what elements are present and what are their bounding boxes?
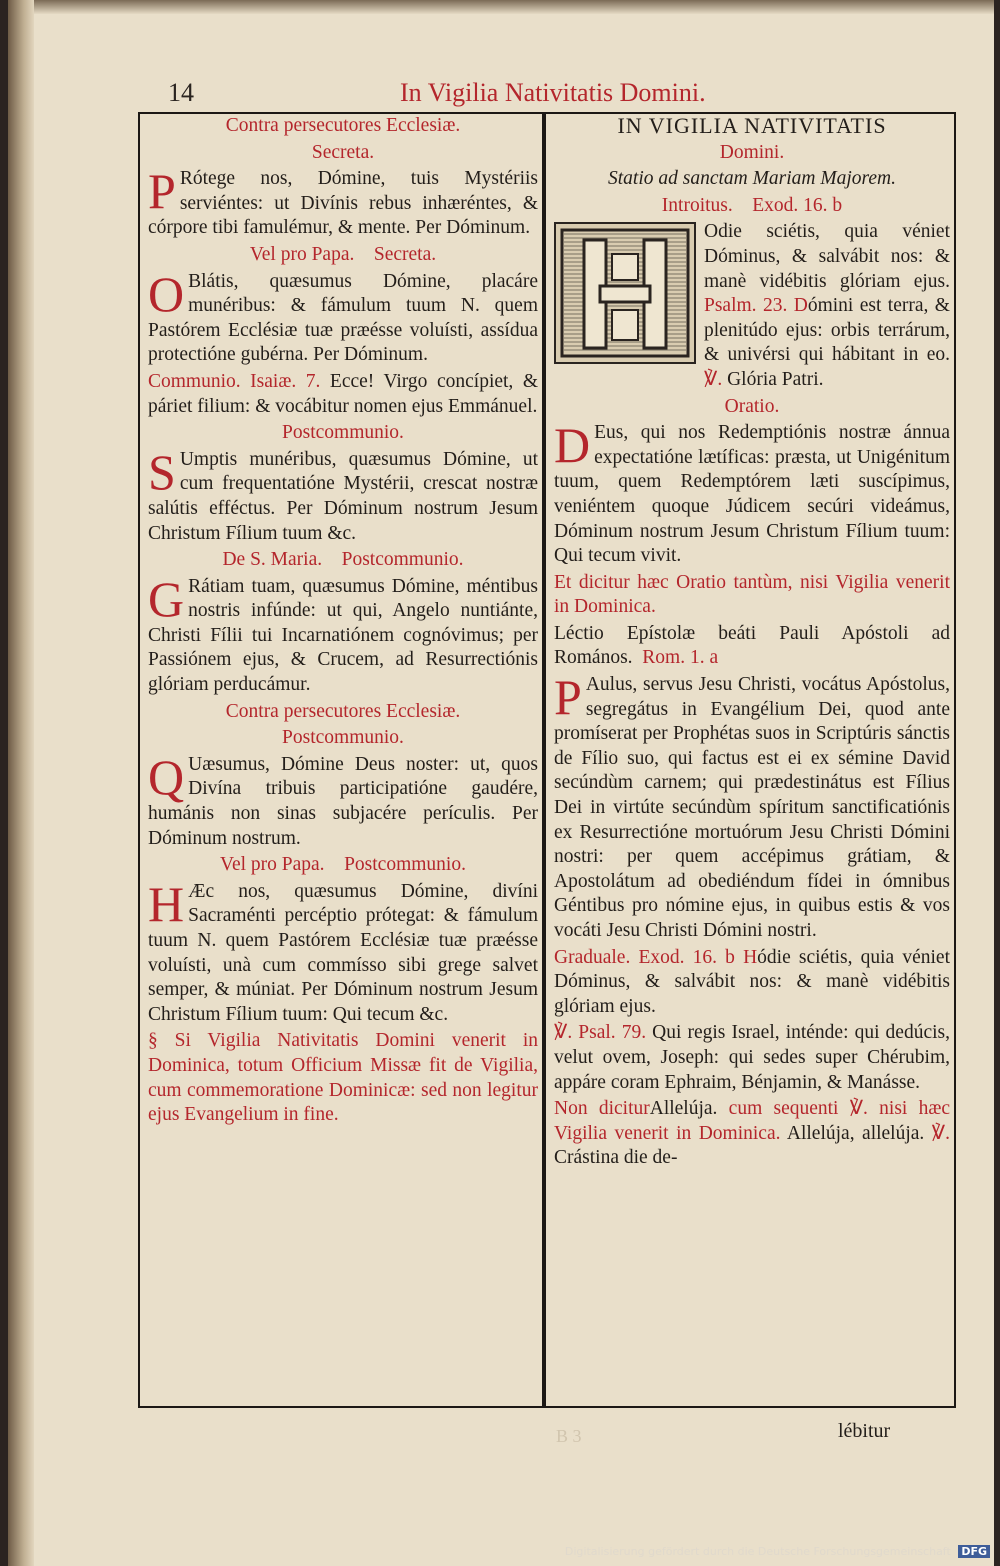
gloria-text: Glória Patri. — [722, 368, 824, 390]
heading-left: Vel pro Papa. — [249, 243, 355, 265]
rubric-note: § Si Vigilia Nativitatis Domini venerit in Dominica, totum Officium Missæ fit de Vigilia, cum commemoratione Dominicæ: sed non legitur ejus Evangelium in fine. — [148, 1030, 538, 1126]
left-column — [148, 114, 538, 1130]
prayer-paragraph — [148, 163, 538, 241]
prayer-paragraph — [148, 748, 538, 851]
prayer-paragraph — [148, 443, 538, 546]
running-title: In Vigilia Nativitatis Domini. — [400, 78, 706, 107]
section-heading: Domini. — [719, 141, 785, 163]
section-heading-pair — [554, 194, 950, 219]
section-heading: Postcommunio. — [282, 727, 404, 749]
psalm-text: ómini est terra, & plenitúdo ejus: orbis terrárum, & univérsi qui hábitant in eo. — [704, 295, 950, 366]
section-heading: Contra persecutores Ecclesiæ. — [225, 115, 461, 136]
chant-ref: Communio. Isaiæ. 7. — [148, 370, 321, 392]
chant-text: ódie sciétis, quia véniet Dóminus, & salvábit nos: & manè vidébitis glóriam ejus. — [554, 946, 950, 1017]
versicle-sign: ℣. — [931, 1122, 950, 1144]
text-frame — [138, 112, 956, 1408]
station-line: Statio ad sanctam Mariam Majorem. — [608, 168, 896, 190]
prayer-text: Rátiam tuam, quæsumus Dómine, méntibus nostris infúnde: ut qui, Angelo nuntiánte, Christi Fílii tui Incarnatiónem cognóvimus; per Passiónem ejus, & Crucem, ad Resurrectiónis glóriam perducámur. — [148, 575, 538, 696]
prayer-text: Eus, qui nos Redemptiónis nostræ ánnua expectatióne lætíficas: præsta, ut Unigénitum tuum, quem Redemptórem læti suscípimus, veniéntem quoque Júdicem secúri videámus, Dóminum nostrum Jesum Christum Fílium tuum: Qui tecum vivit. — [554, 422, 950, 567]
book-page — [8, 0, 994, 1566]
initial-h-woodcut-icon — [554, 222, 696, 364]
catchword: lébitur — [838, 1420, 891, 1442]
column-rule — [542, 114, 546, 1406]
dfg-logo: DFG — [958, 1545, 990, 1558]
section-heading: Contra persecutores Ecclesiæ. — [225, 700, 461, 722]
prayer-text: Blátis, quæsumus Dómine, placáre munéribus: & fámulum tuum N. quem Pastórem Ecclésiæ tuæ præésse voluísti, assídua protectióne gubérna. Per Dóminum. — [148, 270, 538, 366]
psalm-ref: Psalm. 23. D — [704, 295, 808, 317]
rubric-text: cum sequenti ℣. nisi hæc Vigilia venerit in Dominica. — [554, 1098, 951, 1144]
lesson-ref: Rom. 1. a — [642, 647, 719, 669]
rubric-note: Et dicitur hæc Oratio tantùm, nisi Vigilia venerit in Dominica. — [554, 571, 950, 618]
section-heading: Postcommunio. — [282, 422, 404, 444]
prayer-paragraph — [148, 265, 538, 368]
alleluia-paragraph — [554, 1097, 950, 1171]
chant-ref: Graduale. Exod. 16. b H — [554, 946, 758, 968]
drop-initial: S — [148, 443, 176, 500]
introit-paragraph — [554, 220, 950, 392]
drop-initial: P — [148, 163, 176, 220]
heading-right: Postcommunio. — [344, 854, 466, 876]
office-title: IN VIGILIA NATIVITATIS — [617, 113, 887, 138]
section-heading: Secreta. — [311, 141, 375, 163]
bleed-through-signature: B 3 — [556, 1426, 582, 1446]
rubric-text: Non dicitur — [554, 1098, 650, 1120]
footer-credit — [565, 1545, 990, 1558]
prayer-paragraph — [554, 417, 950, 569]
drop-initial: H — [148, 875, 185, 932]
running-head — [168, 78, 948, 110]
prayer-paragraph — [148, 875, 538, 1028]
drop-initial: P — [554, 669, 582, 726]
lesson-title — [554, 622, 950, 671]
drop-initial: D — [554, 417, 591, 474]
chant-paragraph — [554, 1021, 950, 1095]
chant-text: Ecce! Virgo concípiet, & páriet filium: & vocábitur nomen ejus Emmánuel. — [148, 370, 539, 417]
section-heading: Oratio. — [724, 395, 780, 417]
drop-initial: G — [148, 570, 185, 627]
versicle-sign: ℣. — [704, 368, 723, 390]
prayer-text: Uæsumus, Dómine Deus noster: ut, quos Divína tribuis participatióne gaudére, humánis non sinas subjacére perículis. Per Dóminum nostrum. — [148, 753, 538, 849]
alleluia-text: Allelúja. — [649, 1098, 718, 1120]
prayer-text: Æc nos, quæsumus Dómine, divíni Sacraménti percéptio prótegat: & fámulum tuum N. quem Pastórem Ecclésiæ tuæ præésse voluísti, unà cum commísso sibi grege salvet semper, & múniat. Per Dóminum nostrum Jesum Christum Fílium tuum: Qui tecum &c. — [148, 880, 538, 1025]
chant-text: Qui regis Israel, inténde: qui dedúcis, velut ovem, Joseph: qui sedes super Chérubim, appáre coram Ephraim, Bénjamin, & Manásse. — [554, 1022, 950, 1093]
introit-text: Odie sciétis, quia véniet Dóminus, & salvábit nos: & manè vidébitis glóriam ejus. — [704, 221, 950, 292]
page-fore-edge — [8, 0, 34, 1566]
heading-left: Introitus. — [661, 194, 733, 216]
prayer-paragraph — [554, 669, 950, 944]
prayer-text: Umptis munéribus, quæsumus Dómine, ut cum frequentatióne Mystérii, crescat nostræ salútis efféctus. Per Dóminum nostrum Jesum Christum Fílium tuum &c. — [148, 448, 538, 544]
footer-text: Digitalisierung gefördert durch die Deutsche Forschungsgemeinschaft — [564, 1545, 951, 1558]
page-number: 14 — [168, 78, 194, 107]
section-heading-pair — [148, 548, 538, 573]
heading-right: Secreta. — [373, 243, 437, 265]
section-heading-pair — [148, 853, 538, 878]
prayer-text: Rótege nos, Dómine, tuis Mystériis serviéntes: ut Divínis rebus inhæréntes, & córpore tibi famulémur, & mente. Per Dóminum. — [148, 168, 538, 239]
chant-ref: ℣. Psal. 79. — [554, 1022, 647, 1044]
right-column — [554, 114, 950, 1173]
prayer-text: Aulus, servus Jesu Christi, vocátus Apóstolus, segregátus in Evangélium Dei, quod ante promíserat per Prophétas suos in Scriptúris sánctis de Fílio suo, qui factus est ei ex sémine David secúndùm carnem; qui prædestinátus est Fílius Dei in virtúte secúndùm spíritum sanctificatiónis ex Resurrectióne mortuórum Jesu Christi Dómini nostri: per quem accépimus grátiam, & Apostolátum ad obediéndum fídei in ómnibus Géntibus pro nómine ejus, in quibus estis & vos vocáti Jesu Christi Dómini nostri. — [554, 674, 950, 941]
chant-paragraph — [554, 946, 950, 1020]
drop-initial: O — [148, 265, 185, 322]
heading-left: De S. Maria. — [222, 549, 323, 571]
chant-paragraph — [148, 370, 538, 419]
lesson-text: Léctio Epístolæ beáti Pauli Apóstoli ad Romános. — [554, 622, 950, 669]
alleluia-text: Allelúja, allelúja. — [780, 1122, 932, 1144]
heading-right: Exod. 16. b — [752, 194, 843, 216]
prayer-paragraph — [148, 570, 538, 698]
page-top-shadow — [8, 0, 994, 14]
section-heading-pair — [148, 243, 538, 268]
heading-right: Postcommunio. — [341, 549, 464, 571]
alleluia-text: Crástina die de- — [554, 1147, 678, 1169]
drop-initial: Q — [148, 748, 185, 805]
heading-left: Vel pro Papa. — [220, 854, 325, 876]
